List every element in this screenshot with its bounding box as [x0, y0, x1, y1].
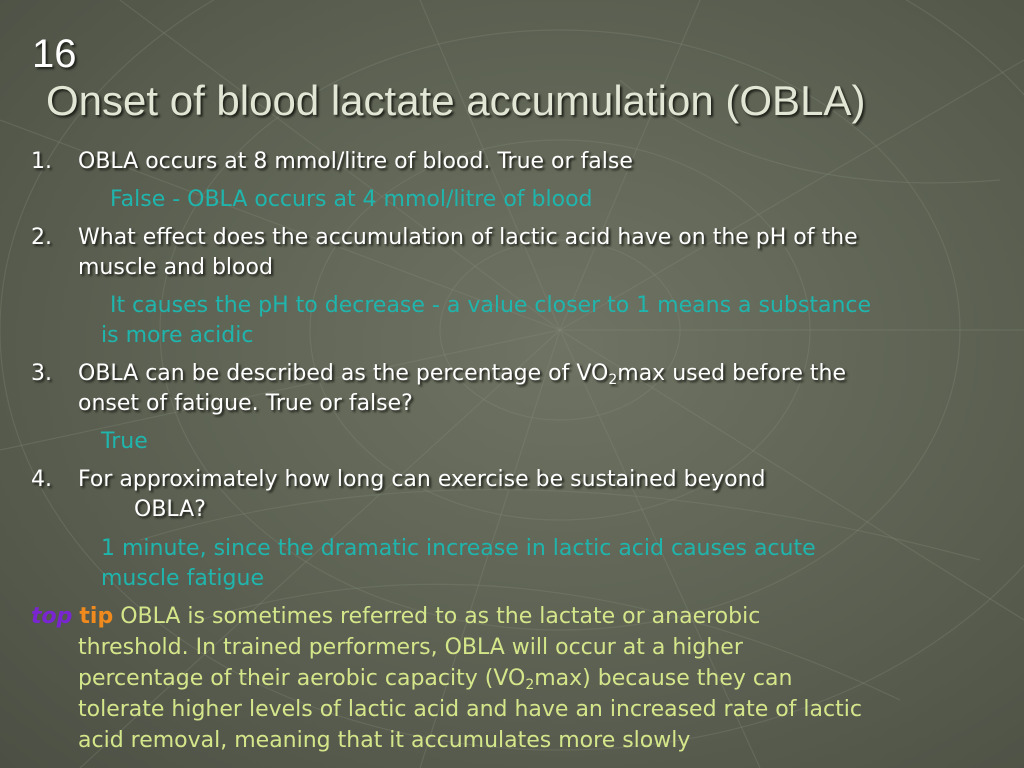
answer-3: True [101, 429, 148, 454]
answer-2-line-1: It causes the pH to decrease - a value closer to 1 means a substance [110, 293, 872, 318]
answer-4-line-2: muscle fatigue [101, 566, 264, 591]
slide-number: 16 [32, 32, 77, 76]
slide-title: Onset of blood lactate accumulation (OBLA) [46, 77, 866, 124]
question-number: 3. [31, 361, 52, 386]
question-text: muscle and blood [78, 255, 273, 280]
question-text-part: max used before the [617, 361, 846, 386]
question-text [78, 359, 846, 389]
top-tip-line [31, 601, 1006, 632]
top-tip-text: acid removal, meaning that it accumulates more slowly [78, 728, 691, 753]
question-text: onset of fatigue. True or false? [78, 391, 413, 416]
question-number: 4. [31, 467, 52, 492]
top-tip-text: threshold. In trained performers, OBLA will occur at a higher [78, 635, 743, 660]
subscript: 2 [525, 677, 535, 693]
top-tip-text: max) because they can [534, 666, 793, 691]
answer-1: False - OBLA occurs at 4 mmol/litre of blood [110, 187, 593, 212]
top-tip-text: tolerate higher levels of lactic acid and have an increased rate of lactic [78, 697, 862, 722]
top-tip-label-tip: tip [79, 604, 114, 629]
question-text: OBLA? [134, 497, 206, 522]
answer-2-line-2: is more acidic [101, 323, 254, 348]
question-text: OBLA occurs at 8 mmol/litre of blood. True or false [78, 149, 633, 174]
top-tip-line [31, 663, 1006, 694]
answer-4-line-1: 1 minute, since the dramatic increase in lactic acid causes acute [101, 536, 816, 561]
top-tip [31, 601, 1006, 756]
subscript: 2 [608, 372, 618, 388]
question-text-part: OBLA can be described as the percentage of VO [78, 361, 609, 386]
top-tip-text: OBLA is sometimes referred to as the lactate or anaerobic [120, 604, 761, 629]
top-tip-text: percentage of their aerobic capacity (VO [78, 666, 526, 691]
question-number: 2. [31, 225, 52, 250]
question-text: What effect does the accumulation of lactic acid have on the pH of the [78, 225, 858, 250]
question-number: 1. [31, 149, 52, 174]
top-tip-label-top: top [31, 604, 73, 629]
question-text: For approximately how long can exercise be sustained beyond [78, 467, 766, 492]
